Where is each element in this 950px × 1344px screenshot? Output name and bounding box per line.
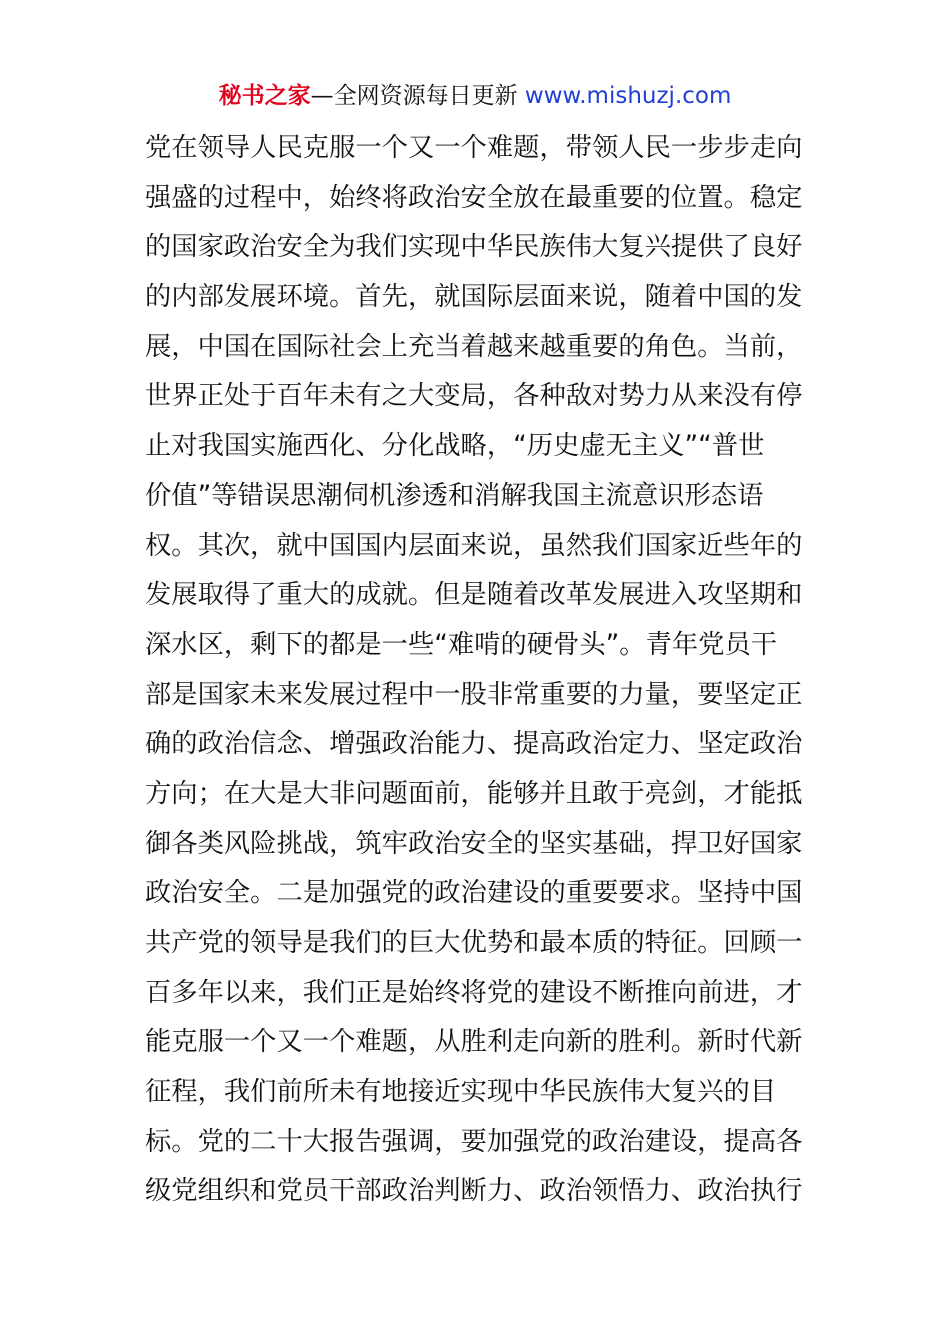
text-line: 共产党的领导是我们的巨大优势和最本质的特征。回顾一: [145, 928, 803, 958]
text-line: 标。党的二十大报告强调，要加强党的政治建设，提高各: [145, 1126, 803, 1157]
text-line: 确的政治信念、增强政治能力、提高政治定力、坚定政治: [145, 729, 803, 760]
site-header: [0, 82, 950, 110]
text-line: 能克服一个又一个难题，从胜利走向新的胜利。新时代新: [145, 1027, 803, 1058]
site-url[interactable]: www.mishuzj.com: [524, 83, 732, 109]
text-line: 止对我国实施西化、分化战略，“历史虚无主义”“普世: [145, 431, 765, 462]
text-line: 方向；在大是大非问题面前，能够并且敢于亮剑，才能抵: [145, 778, 803, 809]
text-line: 价值”等错误思潮伺机渗透和消解我国主流意识形态语: [145, 480, 764, 511]
text-line: 百多年以来，我们正是始终将党的建设不断推向前进，才: [145, 977, 803, 1008]
text-line: 级党组织和党员干部政治判断力、政治领悟力、政治执行: [145, 1176, 803, 1207]
text-line: 展，中国在国际社会上充当着越来越重要的角色。当前，: [145, 331, 803, 362]
text-line: 世界正处于百年未有之大变局，各种敌对势力从来没有停: [145, 381, 803, 412]
text-line: 权。其次，就中国国内层面来说，虽然我们国家近些年的: [145, 530, 803, 561]
text-line: 政治安全。二是加强党的政治建设的重要要求。坚持中国: [145, 878, 803, 909]
text-line: 的国家政治安全为我们实现中华民族伟大复兴提供了良好: [145, 232, 803, 263]
text-line: 御各类风险挑战，筑牢政治安全的坚实基础，捍卫好国家: [145, 828, 803, 859]
site-brand: 秘书之家: [218, 83, 311, 109]
text-line: 发展取得了重大的成就。但是随着改革发展进入攻坚期和: [145, 580, 803, 611]
text-line: 党在领导人民克服一个又一个难题，带领人民一步步走向: [145, 133, 803, 163]
text-line: 深水区，剩下的都是一些“难啃的硬骨头”。青年党员干: [145, 629, 778, 660]
text-line: 征程，我们前所未有地接近实现中华民族伟大复兴的目: [145, 1077, 777, 1108]
text-line: 的内部发展环境。首先，就国际层面来说，随着中国的发: [145, 282, 803, 313]
text-line: 强盛的过程中，始终将政治安全放在最重要的位置。稳定: [145, 182, 803, 213]
text-line: 部是国家未来发展过程中一股非常重要的力量，要坚定正: [145, 679, 803, 710]
body-text: [145, 124, 807, 1217]
site-tagline: —全网资源每日更新: [310, 83, 518, 109]
